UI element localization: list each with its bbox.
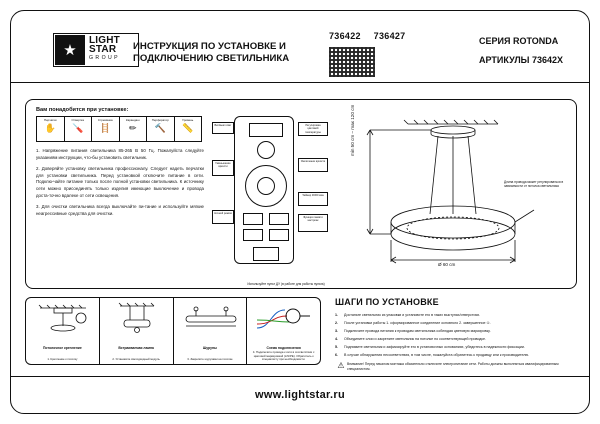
cell-lamp-module-title: Встраиваемая лампа — [118, 346, 154, 350]
steps-list — [335, 313, 577, 358]
cell-screws-title: Шурупы — [202, 346, 217, 350]
remote-battery-slot — [253, 247, 279, 261]
articles-label: АРТИКУЛЫ 73642X — [479, 55, 563, 65]
product-codes — [329, 31, 416, 41]
page-title: ИНСТРУКЦИЯ ПО УСТАНОВКЕ И ПОДКЛЮЧЕНИЮ СВЕТИЛЬНИКА — [133, 41, 290, 64]
brand-subtitle: GROUP — [89, 55, 121, 62]
tool-ladder — [92, 117, 120, 141]
remote-dial-center — [257, 177, 275, 195]
tool-pencil — [120, 117, 148, 141]
tool-level-label: Уровень — [182, 118, 194, 122]
safety-paragraph-3: 3. Для очистки светильника всегда выключайте пи-тание и используйте мягкие неагрессивные средства для очистки. — [36, 204, 204, 216]
lamp-svg — [338, 110, 568, 282]
warning-block — [335, 362, 577, 372]
lamp-diameter-label: Ø 60 cm — [438, 262, 456, 267]
brand-name-bottom: STAR — [89, 43, 117, 55]
tools-row — [36, 116, 202, 142]
cell-lamp-module — [100, 298, 174, 364]
tool-level — [175, 117, 202, 141]
remote-note-on-off: Вкл/выкл свет — [212, 122, 234, 134]
cell-ceiling-mount-title: Потолочное крепление — [42, 346, 82, 350]
header — [11, 11, 589, 83]
star-icon: ★ — [55, 35, 85, 65]
remote-button-memory — [269, 229, 289, 241]
footer — [11, 376, 589, 413]
step-number: 4. — [335, 337, 338, 341]
tool-screwdriver-label: Отвертка — [71, 118, 84, 122]
step-text: После установки работы 1. сформированное соединение основного 2. завершенное ①. — [344, 321, 491, 325]
step-text: Поднимите светильник и зафиксируйте его в установочных основаниях, убедитесь в надежности фиксации. — [344, 345, 525, 349]
safety-paragraph-2: 2. Доверяйте установку светильника профессионалу. Следует надеть перчатки для установки светильника. Перед установкой отключите питание в сети. Подклю-чайте питание только после полной установки светильника. К источнику сети можно присоединять только изделия имеющие выключение и провода доста-точно вдалеке от сети освещения. — [36, 166, 204, 198]
tool-pencil-label: Карандаш — [125, 118, 140, 122]
product-code-1: 736422 — [329, 31, 361, 41]
series-label: СЕРИЯ ROTONDA — [479, 36, 559, 46]
safety-paragraph-1: 1. Напряжение питания светильника 85-265 В 50 Гц. Пожалуйста следуйте указаниям инструкции, что-бы установить светильник. — [36, 148, 204, 160]
cell-ceiling-mount-desc: 1. Крепление к потолку — [47, 357, 78, 362]
brand-logo — [53, 33, 139, 67]
remote-button-power — [257, 141, 275, 159]
brand-name-top: LIGHT — [89, 35, 120, 47]
installation-illustrations — [25, 297, 321, 365]
tools-heading: Вам понадобится при установке: — [36, 107, 129, 113]
cell-ceiling-mount — [26, 298, 100, 364]
remote-note-brightness: Уменьшение яркости — [212, 160, 234, 176]
tool-gloves — [37, 117, 65, 141]
sheet-border — [10, 10, 590, 414]
step-number: 6. — [335, 353, 338, 357]
screwdriver-icon: 🪛 — [72, 123, 84, 133]
remote-note-temp: Регулировка цветовой температуры — [298, 122, 328, 136]
wiring-illustration — [247, 302, 320, 334]
step-text: Подключите провода питания к проводам светильника соблюдая цветовую маркировку. — [344, 329, 491, 333]
step-number: 3. — [335, 329, 338, 333]
remote-control-diagram — [212, 114, 332, 286]
step-text: Достаньте светильник из упаковки и установите его в таких выступах/отверстиях. — [344, 313, 481, 317]
qr-code-icon — [329, 47, 375, 77]
step-number: 1. — [335, 313, 338, 317]
warning-text: Внимание! Перед началом монтажа обязательно отключите электропитание сети. Работы должны выполняться квалифицированным специалистом. — [347, 362, 559, 372]
series-block — [479, 32, 563, 70]
tool-hammer-drill — [147, 117, 175, 141]
hammer-icon: 🔨 — [154, 123, 166, 133]
remote-screen — [249, 123, 283, 137]
remote-body — [234, 116, 294, 264]
remote-caption: Используйте пульт ДУ (в работе для работы пульта) — [247, 282, 325, 286]
lamp-technical-drawing — [338, 104, 568, 282]
steps-heading: ШАГИ ПО УСТАНОВКЕ — [335, 297, 439, 307]
step-item — [335, 321, 577, 326]
lamp-cable-note: Длина провода может регулироваться в зависимости от потолка светильника — [504, 180, 564, 189]
step-item — [335, 337, 577, 342]
brand-wordmark — [85, 37, 138, 63]
remote-note-timer: Таймер 30/60 мин — [298, 192, 328, 206]
ceiling-mount-illustration — [26, 302, 99, 334]
cell-wiring — [247, 298, 320, 364]
remote-note-memory: Функция памяти настроек — [298, 214, 328, 232]
gloves-icon: ✋ — [44, 123, 56, 133]
tool-ladder-label: Стремянка — [97, 118, 113, 122]
remote-note-dim-up: Увеличение яркости — [298, 158, 328, 172]
step-text: В случае обнаружения несоответствия, в том числе, пожалуйста обратитесь к продавцу или к производителю. — [344, 353, 530, 357]
step-text: Объедините слои и закрепите светильник на потолке по соответствующей проводке. — [344, 337, 486, 341]
step-item — [335, 329, 577, 334]
lamp-height-label: min 50 cm – max 120 cm — [350, 104, 355, 156]
website-url[interactable]: www.lightstar.ru — [255, 389, 345, 401]
step-item — [335, 345, 577, 350]
remote-note-night: Ночной режим — [212, 210, 234, 224]
safety-instructions — [36, 148, 204, 222]
cell-lamp-module-desc: 2. Установите светодиодный модуль — [112, 357, 160, 362]
remote-button-timer — [243, 229, 263, 241]
step-number: 2. — [335, 321, 338, 325]
remote-button-left — [243, 213, 263, 225]
product-code-2: 736427 — [373, 31, 406, 41]
ladder-icon: 🪜 — [99, 123, 111, 133]
tool-screwdriver — [65, 117, 93, 141]
lamp-module-illustration — [100, 302, 173, 334]
screws-illustration — [174, 302, 247, 334]
ruler-icon: 📏 — [182, 123, 194, 133]
step-item — [335, 353, 577, 358]
remote-button-right — [269, 213, 289, 225]
step-item — [335, 313, 577, 318]
pencil-icon: ✏ — [128, 123, 137, 133]
main-panel — [25, 99, 577, 289]
step-number: 5. — [335, 345, 338, 349]
installation-steps — [335, 297, 577, 372]
cell-wiring-desc: 4. Подключите провода к сети в соответствии с цветовой маркировкой (L/N/PE). Обратитесь к специалисту при необходимости. — [252, 350, 315, 362]
cell-screws — [174, 298, 248, 364]
cell-wiring-title: Схема подключения — [266, 346, 301, 350]
tool-hammer-drill-label: Перфоратор — [151, 118, 169, 122]
cell-screws-desc: 3. Закрепите шурупами на потолке — [187, 357, 233, 362]
tool-gloves-label: Перчатки — [44, 118, 57, 122]
warning-icon: ⚠ — [337, 361, 345, 371]
